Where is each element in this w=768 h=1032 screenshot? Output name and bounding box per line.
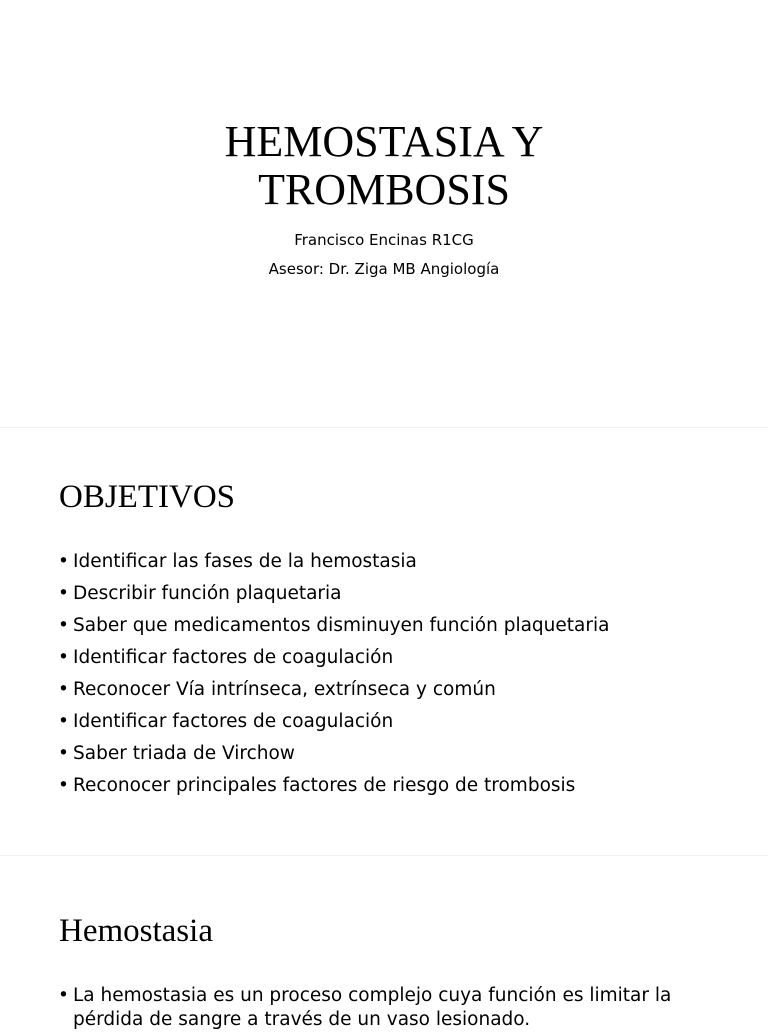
bullet-icon: •: [58, 583, 69, 604]
presentation-title-line-1: HEMOSTASIA Y: [224, 117, 544, 166]
objective-text: Reconocer Vía intrínseca, extrínseca y común: [73, 679, 496, 700]
objective-text: Identificar factores de coagulación: [73, 647, 394, 668]
bullet-icon: •: [58, 647, 69, 668]
objectives-slide: [0, 428, 768, 854]
hemostasia-slide: [0, 856, 768, 1030]
list-item: [58, 642, 609, 674]
list-item: [58, 546, 609, 578]
list-item: [58, 674, 609, 706]
list-item: [58, 706, 609, 738]
objectives-list: [58, 546, 609, 802]
objective-text: Saber triada de Virchow: [73, 743, 295, 764]
hemostasia-text: La hemostasia es un proceso complejo cuya función es limitar la pérdida de sangre a través de un vaso lesionado.: [73, 985, 672, 1030]
bullet-icon: •: [58, 615, 69, 636]
bullet-icon: •: [58, 775, 69, 796]
hemostasia-paragraph: [58, 984, 693, 1032]
objective-text: Identificar las fases de la hemostasia: [73, 551, 417, 572]
list-item: [58, 738, 609, 770]
bullet-icon: •: [58, 551, 69, 572]
presentation-title-line-2: TROMBOSIS: [258, 165, 510, 214]
list-item: [58, 578, 609, 610]
objective-text: Identificar factores de coagulación: [73, 711, 394, 732]
list-item: [58, 770, 609, 802]
bullet-icon: •: [58, 985, 69, 1006]
advisor-name: Asesor: Dr. Ziga MB Angiología: [268, 260, 500, 278]
objective-text: Reconocer principales factores de riesgo de trombosis: [73, 775, 576, 796]
bullet-icon: •: [58, 711, 69, 732]
title-slide: [0, 0, 768, 426]
bullet-icon: •: [58, 679, 69, 700]
hemostasia-heading: Hemostasia: [59, 913, 213, 949]
list-item: [58, 610, 609, 642]
bullet-icon: •: [58, 743, 69, 764]
objectives-heading: OBJETIVOS: [59, 479, 236, 515]
author-name: Francisco Encinas R1CG: [294, 231, 474, 249]
objective-text: Saber que medicamentos disminuyen función plaquetaria: [73, 615, 610, 636]
objective-text: Describir función plaquetaria: [73, 583, 342, 604]
